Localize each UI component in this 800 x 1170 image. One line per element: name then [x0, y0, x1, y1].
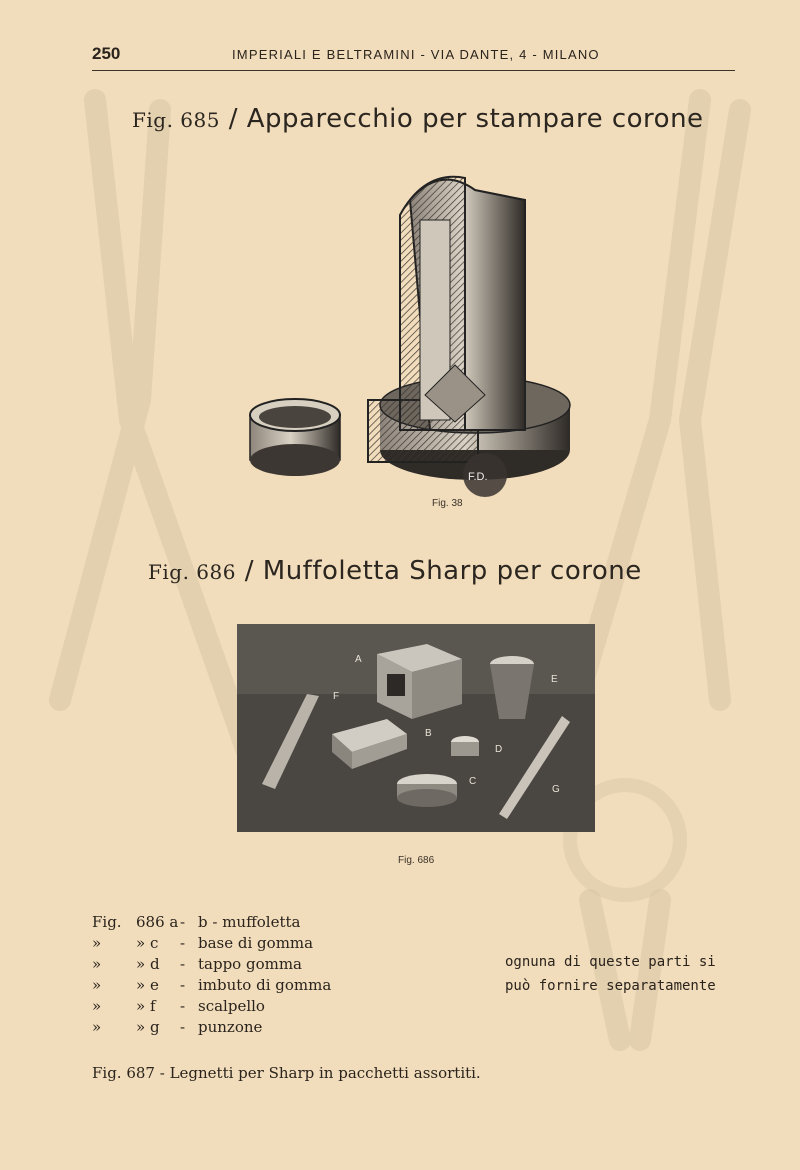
legend-dash: - [180, 913, 186, 931]
fig-686-title [148, 556, 642, 586]
note-line-1: ognuna di queste parti si [505, 954, 716, 970]
legend-dash: - [180, 976, 186, 994]
legend-ref: » f [136, 997, 156, 1015]
photo-letter-a: A [355, 654, 362, 665]
legend-ref: 686 a [136, 913, 179, 931]
photo-letter-d: D [495, 744, 503, 755]
legend-desc: tappo gomma [198, 955, 302, 973]
fig-685-heading: Apparecchio per stampare corone [246, 104, 704, 134]
legend-dash: - [180, 1018, 186, 1036]
crown-press-illustration [240, 160, 600, 515]
header-rule [92, 70, 735, 71]
legend-ref: » g [136, 1018, 160, 1036]
photo-letter-e: E [551, 674, 558, 685]
page-number: 250 [92, 44, 121, 63]
page-header [92, 44, 732, 68]
fig-686-heading: Muffoletta Sharp per corone [262, 556, 642, 586]
fig-686-separator: / [244, 556, 254, 586]
legend-ref: » c [136, 934, 159, 952]
fig-38-caption: Fig. 38 [432, 498, 463, 509]
legend-desc: base di gomma [198, 934, 314, 952]
legend-prefix: » [92, 934, 102, 952]
muffoletta-photo [237, 624, 595, 832]
fig-685-title [132, 104, 704, 134]
note-line-2: può fornire separatamente [505, 978, 716, 994]
fig-685-separator: / [228, 104, 238, 134]
photo-letter-b: B [425, 728, 432, 739]
photo-letter-c: C [469, 776, 477, 787]
fd-mark: F.D. [468, 471, 488, 483]
running-head: IMPERIALI E BELTRAMINI - VIA DANTE, 4 - MILANO [232, 47, 600, 62]
legend-prefix: » [92, 1018, 102, 1036]
legend-desc: scalpello [198, 997, 265, 1015]
legend-dash: - [180, 997, 186, 1015]
photo-letter-g: G [552, 784, 560, 795]
legend-ref: » d [136, 955, 160, 973]
fig-686-caption: Fig. 686 [398, 855, 435, 866]
legend-prefix: » [92, 976, 102, 994]
legend-prefix: » [92, 955, 102, 973]
legend-desc: punzone [198, 1018, 263, 1036]
photo-letter-f: F [333, 691, 340, 702]
legend-desc: imbuto di gomma [198, 976, 332, 994]
separate-parts-note [505, 950, 716, 998]
legend-prefix: » [92, 997, 102, 1015]
legend-desc: b - muffoletta [198, 913, 301, 931]
fig-685-label: Fig. 685 [132, 108, 220, 132]
legend-ref: » e [136, 976, 159, 994]
legend-dash: - [180, 955, 186, 973]
fig-686-label: Fig. 686 [148, 560, 236, 584]
legend-dash: - [180, 934, 186, 952]
legend-prefix: Fig. [92, 913, 122, 931]
fig-687-text: Fig. 687 - Legnetti per Sharp in pacchetti assortiti. [92, 1064, 481, 1082]
